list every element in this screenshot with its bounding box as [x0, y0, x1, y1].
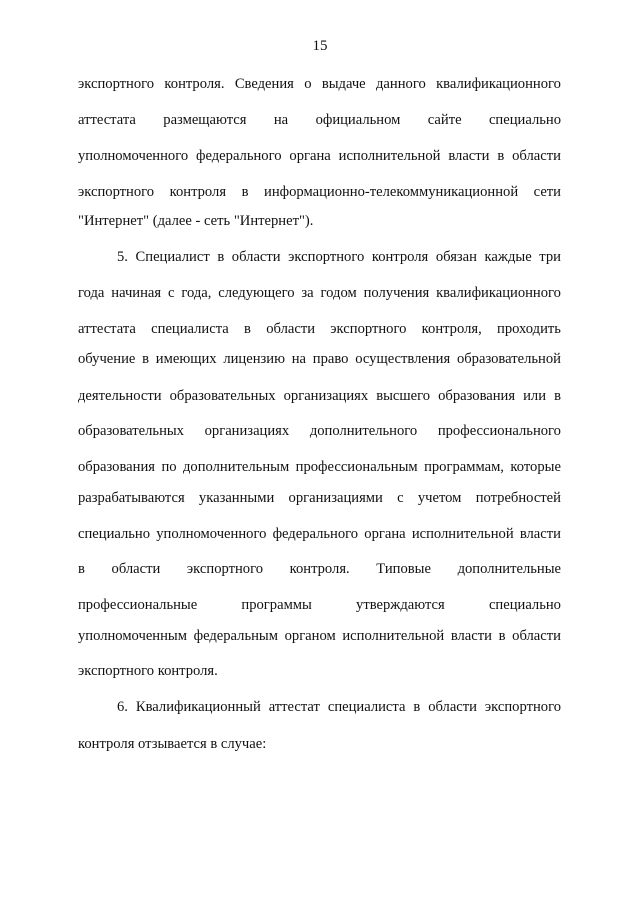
word: квалификационного: [436, 285, 561, 301]
text-line: [78, 75, 561, 93]
word: лицензию: [223, 351, 285, 367]
word: три: [539, 249, 561, 265]
word: дополнительные: [457, 561, 561, 577]
word: исполнительной: [411, 526, 514, 542]
text-line: [78, 596, 561, 614]
word: органом: [284, 628, 336, 644]
word: учетом: [417, 490, 462, 506]
text-line: [78, 284, 561, 302]
word: с: [167, 285, 175, 301]
word: профессионального: [437, 423, 561, 439]
word: уполномоченным: [78, 628, 187, 644]
word: аттестата: [78, 321, 136, 337]
word: образовательной: [456, 351, 561, 367]
text-line: [117, 698, 561, 716]
word: контроля,: [421, 321, 482, 337]
word: в: [241, 184, 249, 200]
text-line: [78, 183, 561, 201]
word: профессиональным: [295, 459, 418, 475]
word: года,: [181, 285, 212, 301]
word: дополнительным: [183, 459, 290, 475]
word: обязан: [435, 249, 477, 265]
word: области: [512, 148, 561, 164]
text-line: [117, 248, 561, 266]
word: Типовые: [376, 561, 431, 577]
word: Специалист: [135, 249, 210, 265]
word: образовательных: [78, 423, 184, 439]
word: уполномоченного: [78, 148, 189, 164]
word: сайте: [427, 112, 462, 128]
word: проходить: [497, 321, 561, 337]
word: экспортного: [186, 561, 264, 577]
word: в: [217, 249, 225, 265]
text-line: [78, 422, 561, 440]
word: данного: [376, 76, 426, 92]
word: специалиста: [151, 321, 229, 337]
word: образования: [78, 459, 155, 475]
word: экспортного: [288, 249, 365, 265]
text-line: [78, 320, 561, 338]
word: специально: [488, 597, 561, 613]
word: указанными: [198, 490, 275, 506]
word: специально: [78, 526, 151, 542]
word: выдаче: [321, 76, 366, 92]
text-line: [78, 387, 561, 405]
word: высшего: [376, 388, 431, 404]
word: власти: [519, 526, 561, 542]
text-line: "Интернет" (далее - сеть "Интернет").: [78, 213, 314, 229]
word: разрабатываются: [78, 490, 185, 506]
word: в: [78, 561, 85, 577]
word: обучение: [78, 351, 136, 367]
text-line: [78, 627, 561, 645]
word: квалификационного: [436, 76, 561, 92]
word: организациями: [288, 490, 383, 506]
word: о: [304, 76, 312, 92]
word: экспортного: [330, 321, 407, 337]
word: следующего: [218, 285, 295, 301]
word: контроля: [371, 249, 429, 265]
word: имеющих: [155, 351, 217, 367]
word: программы: [241, 597, 312, 613]
word: образования: [438, 388, 516, 404]
word: власти: [448, 148, 490, 164]
word: дополнительного: [309, 423, 418, 439]
word: на: [291, 351, 307, 367]
word: области: [512, 628, 561, 644]
word: Сведения: [234, 76, 294, 92]
word: официальном: [315, 112, 401, 128]
word: специально: [488, 112, 561, 128]
word: экспортного: [78, 76, 155, 92]
word: каждые: [484, 249, 532, 265]
text-line: [78, 350, 561, 368]
word: органа: [364, 526, 406, 542]
word: образовательных: [169, 388, 276, 404]
word: потребностей: [475, 490, 561, 506]
word: в: [497, 148, 505, 164]
word: 6.: [117, 699, 128, 715]
text-line: [78, 458, 561, 476]
word: утверждаются: [356, 597, 445, 613]
word: исполнительной: [338, 148, 441, 164]
word: федеральным: [193, 628, 278, 644]
text-line: [78, 111, 561, 129]
word: федерального: [196, 148, 282, 164]
word: экспортного: [78, 184, 155, 200]
word: контроля: [169, 184, 227, 200]
word: деятельности: [78, 388, 162, 404]
word: федерального: [272, 526, 359, 542]
word: 5.: [117, 249, 128, 265]
word: аттестата: [78, 112, 136, 128]
word: в: [244, 321, 251, 337]
page-number: 15: [312, 38, 328, 54]
word: информационно-телекоммуникационной: [264, 184, 519, 200]
word: контроля.: [164, 76, 225, 92]
word: области: [428, 699, 477, 715]
word: сети: [533, 184, 561, 200]
word: профессиональные: [78, 597, 198, 613]
word: с: [397, 490, 404, 506]
word: Квалификационный: [135, 699, 261, 715]
word: по: [161, 459, 177, 475]
word: экспортного: [484, 699, 561, 715]
text-line: контроля отзывается в случае:: [78, 736, 267, 752]
word: исполнительной: [342, 628, 445, 644]
text-line: [78, 560, 561, 578]
word: за: [301, 285, 314, 301]
text-line: [78, 147, 561, 165]
word: органа: [289, 148, 331, 164]
word: осуществления: [355, 351, 451, 367]
word: годом: [320, 285, 357, 301]
word: в: [413, 699, 421, 715]
text-line: экспортного контроля.: [78, 663, 218, 679]
word: на: [273, 112, 289, 128]
word: в: [142, 351, 150, 367]
word: организациях: [283, 388, 369, 404]
word: размещаются: [163, 112, 247, 128]
word: право: [312, 351, 349, 367]
word: начиная: [111, 285, 162, 301]
word: уполномоченного: [156, 526, 267, 542]
word: области: [231, 249, 281, 265]
word: программам,: [424, 459, 504, 475]
word: в: [554, 388, 561, 404]
text-line: [78, 489, 561, 507]
word: в: [498, 628, 506, 644]
word: или: [523, 388, 547, 404]
word: области: [111, 561, 161, 577]
text-line: [78, 525, 561, 543]
word: организациях: [204, 423, 290, 439]
word: получения: [363, 285, 430, 301]
word: контроля.: [289, 561, 350, 577]
word: специалиста: [327, 699, 406, 715]
word: области: [266, 321, 316, 337]
word: которые: [510, 459, 561, 475]
word: года: [78, 285, 105, 301]
word: аттестат: [268, 699, 320, 715]
word: власти: [450, 628, 492, 644]
